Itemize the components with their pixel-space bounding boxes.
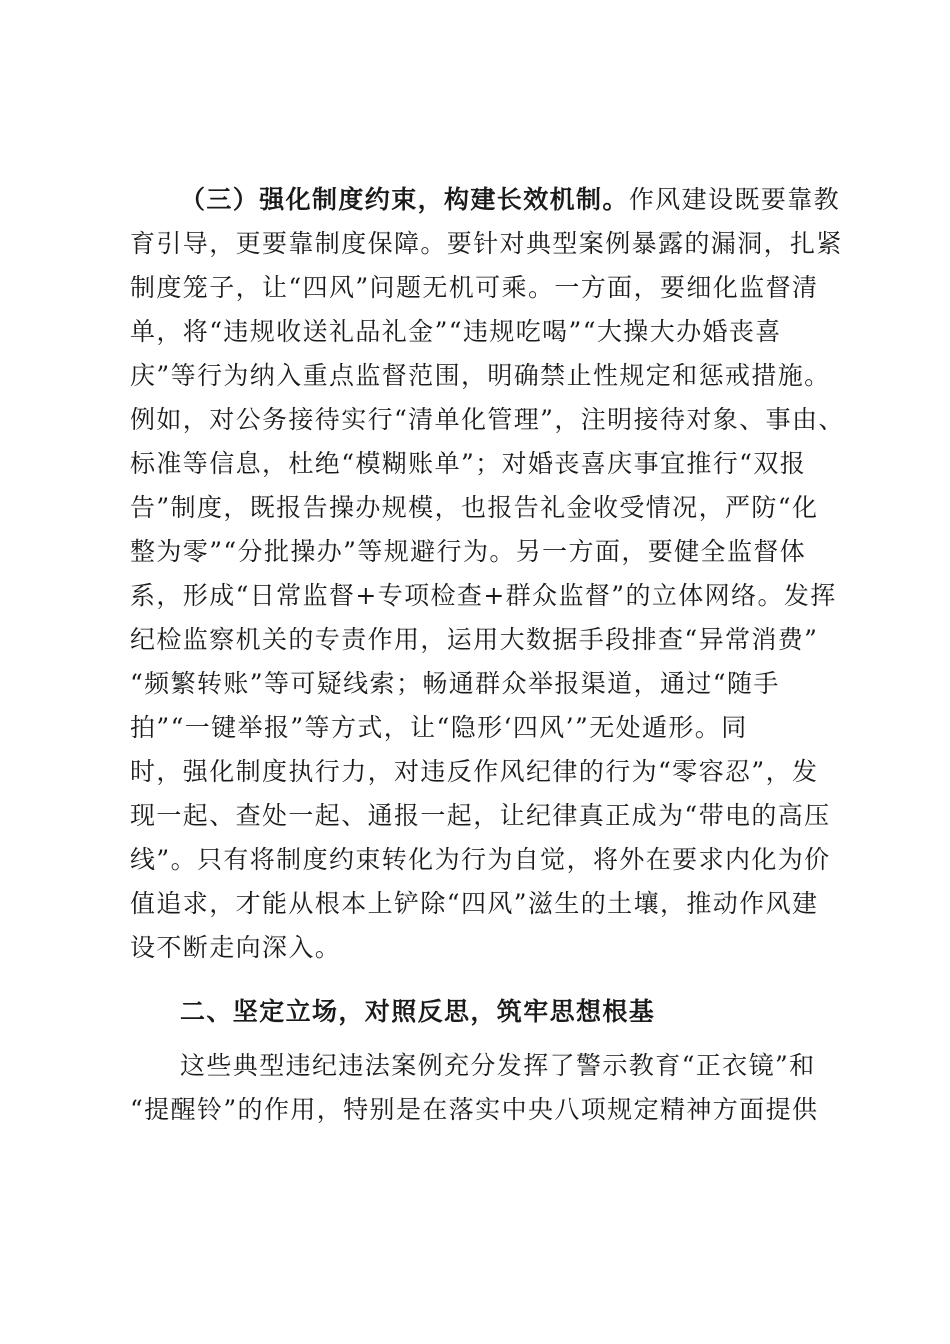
paragraph-line: 这些典型违纪违法案例充分发挥了警示教育“正衣镜”和 (180, 1051, 816, 1080)
paragraph-line: 现一起、查处一起、通报一起，让纪律真正成为“带电的高压 (130, 801, 831, 830)
paragraph-line: 庆”等行为纳入重点监督范围，明确禁止性规定和惩戒措施。 (130, 361, 831, 390)
paragraph-line (180, 183, 840, 217)
paragraph-line: 告”制度，既报告操办规模，也报告礼金收受情况，严防“化 (130, 493, 819, 522)
paragraph-line: 标准等信息，杜绝“模糊账单”；对婚丧喜庆事宜推行“双报 (130, 449, 807, 478)
paragraph-line: “提醒铃”的作用，特别是在落实中央八项规定精神方面提供 (130, 1095, 819, 1124)
section-three-title: （三）强化制度约束，构建长效机制。 (180, 185, 629, 214)
paragraph-line: 值追求，才能从根本上铲除“四风”滋生的土壤，推动作风建 (130, 889, 819, 918)
paragraph-line: 单，将“违规收送礼品礼金”“违规吃喝”“大操大办婚丧喜 (130, 317, 782, 346)
paragraph-line: 拍”“一键举报”等方式，让“隐形‘四风’”无处遁形。同 (130, 713, 748, 742)
paragraph-line: 纪检监察机关的专责作用，运用大数据手段排查“异常消费” (130, 625, 819, 654)
paragraph-line: 例如，对公务接待实行“清单化管理”，注明接待对象、事由、 (130, 405, 845, 434)
paragraph-line: 系，形成“日常监督+专项检查+群众监督”的立体网络。发挥 (130, 581, 837, 610)
paragraph-line: 设不断走向深入。 (130, 933, 342, 962)
paragraph-line: 线”。只有将制度约束转化为行为自觉，将外在要求内化为价 (130, 845, 831, 874)
paragraph-line: 制度笼子，让“四风”问题无机可乘。一方面，要细化监督清 (130, 273, 819, 302)
paragraph-line: 育引导，更要靠制度保障。要针对典型案例暴露的漏洞，扎紧 (130, 229, 843, 258)
line-text: 作风建设既要靠教 (628, 185, 841, 214)
paragraph-line: 时，强化制度执行力，对违反作风纪律的行为“零容忍”，发 (130, 757, 819, 786)
paragraph-line: “频繁转账”等可疑线索；畅通群众举报渠道，通过“随手 (130, 669, 780, 698)
paragraph-line: 整为零”“分批操办”等规避行为。另一方面，要健全监督体 (130, 537, 807, 566)
section-two-heading: 二、坚定立场，对照反思，筑牢思想根基 (180, 997, 656, 1026)
